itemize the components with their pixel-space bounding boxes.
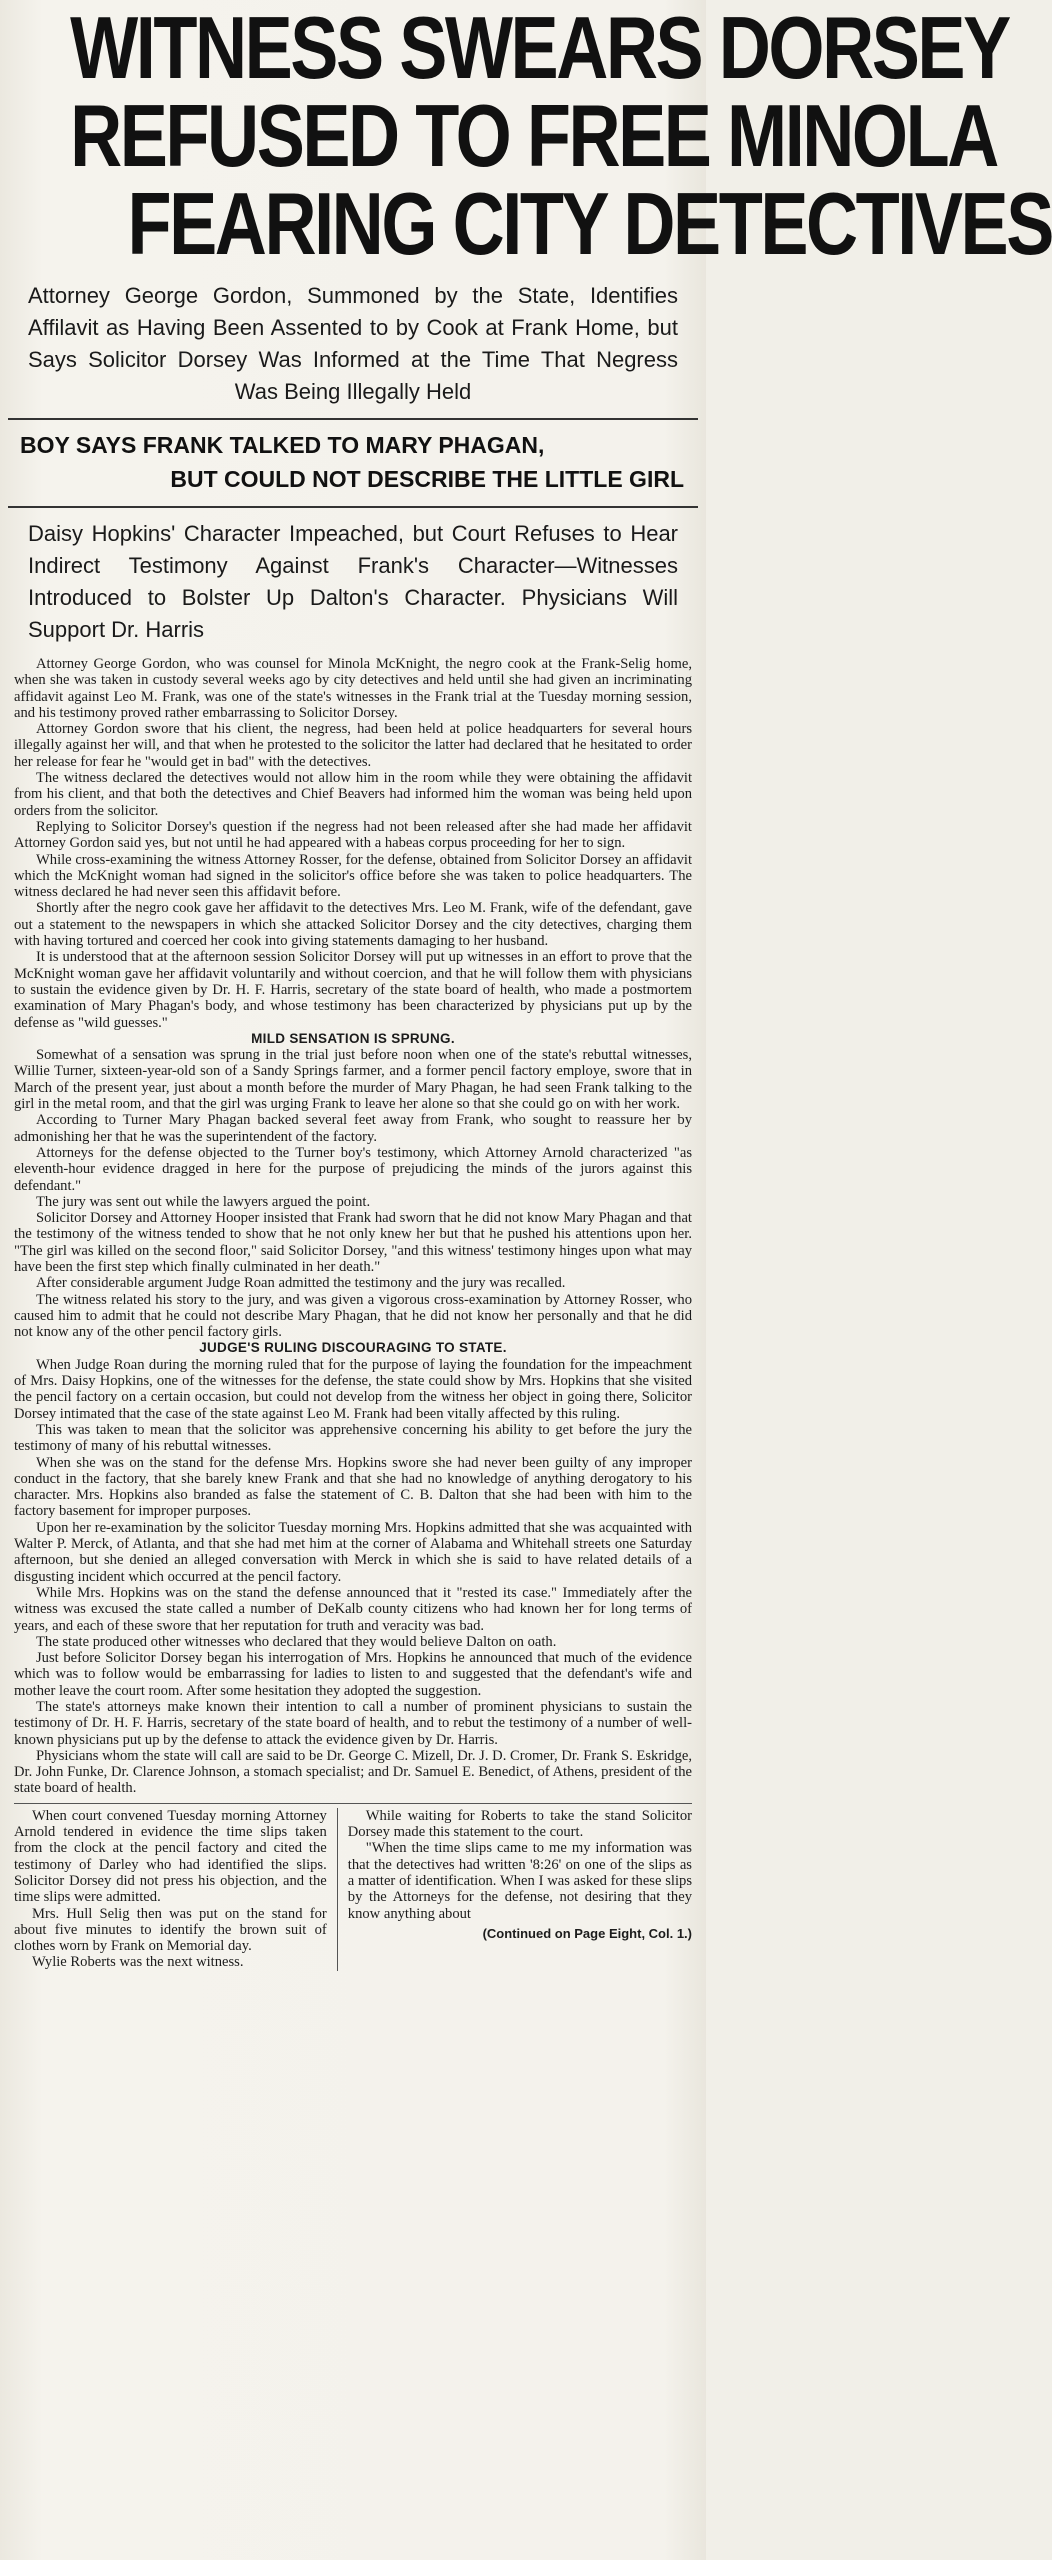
deck-2-line-2: BUT COULD NOT DESCRIBE THE LITTLE GIRL [170,466,684,492]
paragraph: The state produced other witnesses who declared that they would believe Dalton on oath. [36,1633,557,1650]
paragraph: Somewhat of a sensation was sprung in the trial just before noon when one of the state's rebuttal witnesses, Willie Turner, sixteen-year-old son of a Sandy Springs farmer, and a former pencil factory employe, swore that in March of the present year, just about a month before the murder of Mary Phagan, he had seen Frank talking to the girl in the metal room, and that the girl was urging Frank to leave her alone so that she could go on with her work. [14,1047,692,1113]
divider-rule [8,506,698,508]
paragraph: While Mrs. Hopkins was on the stand the defense announced that it "rested its case." Immediately after the witness was excused the state called a number of DeKalb county citizens who had known her for long terms of years, and each of these swore that her reputation for truth and veracity was bad. [14,1584,692,1634]
left-column [14,1808,337,1971]
headline-line-2: REFUSED TO FREE MINOLA [70,86,997,185]
paragraph: The witness declared the detectives would not allow him in the room while they were obtaining the affidavit from his client, and that both the detectives and Chief Beavers had informed him the woman was being held upon orders from the solicitor. [14,770,692,819]
paragraph: The jury was sent out while the lawyers argued the point. [36,1193,371,1210]
right-column [337,1808,692,1971]
paragraph: While cross-examining the witness Attorney Rosser, for the defense, obtained from Solicitor Dorsey an affidavit which the McKnight woman had signed in the solicitor's office before she was taken to police headquarters. The witness declared he had never seen this affidavit before. [14,851,692,901]
paragraph: It is understood that at the afternoon session Solicitor Dorsey will put up witnesses in an effort to prove that the McKnight woman gave her affidavit voluntarily and without coercion, and that he will follow them with physicians to sustain the evidence given by Dr. H. F. Harris, secretary of the state board of health, who made a postmortem examination of Mary Phagan's body, and whose testimony has been characterized by physicians put up by the defense as "wild guesses." [14,949,692,1031]
paragraph: Wylie Roberts was the next witness. [32,1954,244,1971]
article-body [14,656,692,1797]
subheadline-deck-2 [16,428,690,496]
paragraph: Attorney Gordon swore that his client, the negress, had been held at police headquarters for several hours illegally against her will, and that when he protested to the solicitor the latter had declared that he hesitated to order her release for fear he "would get in bad" with the detectives. [14,721,692,770]
paragraph: The state's attorneys make known their intention to call a number of prominent physicians to sustain the testimony of Dr. H. F. Harris, secretary of the state board of health, and to rebut the testimony of a number of well-known physicians put up by the defense to attack the evidence given by Dr. Harris. [14,1699,692,1748]
paragraph: When she was on the stand for the defense Mrs. Hopkins swore she had never been guilty of any improper conduct in the factory, that she barely knew Frank and that she had no knowledge of anything derogatory to his character. Mrs. Hopkins also branded as false the statement of C. B. Dalton that she had been with him to the factory basement for improper purposes. [14,1454,692,1520]
paragraph: After considerable argument Judge Roan admitted the testimony and the jury was recalled. [36,1275,566,1292]
paragraph: Attorney George Gordon, who was counsel for Minola McKnight, the negro cook at the Frank-Selig home, when she was taken in custody several weeks ago by city detectives and held until she had given an incriminating affidavit against Leo M. Frank, was one of the state's witnesses in the Frank trial at the Tuesday morning session, and his testimony proved rather embarrassing to Solicitor Dorsey. [14,656,692,721]
subheadline-deck-3: Daisy Hopkins' Character Impeached, but Court Refuses to Hear Indirect Testimony Against Frank's Character—Witnesses Introduced to Bolster Up Dalton's Character. Physicians Will Support Dr. Harris [28,521,678,642]
paragraph: Shortly after the negro cook gave her affidavit to the detectives Mrs. Leo M. Frank, wife of the defendant, gave out a statement to the newspapers in which she attacked Solicitor Dorsey and the city detectives, charging them with having tortured and coerced her cook into giving statements damaging to her husband. [14,900,692,950]
section-subhead: MILD SENSATION IS SPRUNG. [251,1030,455,1046]
paragraph: According to Turner Mary Phagan backed several feet away from Frank, who sought to reassure her by admonishing her that he was the superintendent of the factory. [14,1112,692,1145]
deck-2-line-1: BOY SAYS FRANK TALKED TO MARY PHAGAN, [20,432,545,458]
paragraph: Upon her re-examination by the solicitor Tuesday morning Mrs. Hopkins admitted that she was acquainted with Walter P. Merck, of Atlanta, and that she had met him at the corner of Alabama and Whitehall streets one Saturday afternoon, but she denied an alleged conversation with Merck in which she is said to have related details of a disgusting incident which occurred at the pencil factory. [14,1519,692,1585]
paragraph: "When the time slips came to me my information was that the detectives had written '8:26' on one of the slips as a matter of identification. When I was asked for these slips by the Attorneys for the defense, not desiring that they know anything about [347,1840,692,1922]
paragraph: The witness related his story to the jury, and was given a vigorous cross-examination by Attorney Rosser, who caused him to admit that he could not describe Mary Phagan, that he did not know her personally and that he did not know any of the other pencil factory girls. [14,1291,692,1341]
continued-notice: (Continued on Page Eight, Col. 1.) [482,1925,692,1941]
paragraph: When Judge Roan during the morning ruled that for the purpose of laying the foundation for the impeachment of Mrs. Daisy Hopkins, one of the witnesses for the defense, the state could show by Mrs. Hopkins that she visited the pencil factory on a certain occasion, but could not develop from the witness her object in going there, Solicitor Dorsey intimated that the case of the state against Leo M. Frank had been vitally affected by this ruling. [14,1356,692,1422]
paragraph: Attorneys for the defense objected to the Turner boy's testimony, which Attorney Arnold characterized "as eleventh-hour evidence dragged in here for the purpose of prejudicing the minds of the jurors against this defendant." [14,1144,692,1194]
paragraph: Just before Solicitor Dorsey began his interrogation of Mrs. Hopkins he announced that much of the evidence which was to follow would be embarrassing for ladies to listen to and suggested that the defendant's wife and mother leave the court room. After some hesitation they adopted the suggestion. [14,1650,692,1699]
paragraph: While waiting for Roberts to take the stand Solicitor Dorsey made this statement to the court. [347,1807,692,1841]
headline-line-3: FEARING CITY DETECTIVES [127,174,1052,273]
headline-line-1: WITNESS SWEARS DORSEY [70,0,1009,97]
paragraph: Solicitor Dorsey and Attorney Hooper insisted that Frank had sworn that he did not know Mary Phagan and that the testimony of the witness tended to show that he not only knew her but that he pushed his attentions upon her. "The girl was killed on the second floor," said Solicitor Dorsey, "and this witness' testimony hinges upon what may have been the first step which finally culminated in her death." [14,1210,692,1275]
subheadline-deck-1: Attorney George Gordon, Summoned by the State, Identifies Affilavit as Having Been Assented to by Cook at Frank Home, but Says Solicitor Dorsey Was Informed at the Time That Negress Was Being Illegally Held [28,283,678,404]
paragraph: Physicians whom the state will call are said to be Dr. George C. Mizell, Dr. J. D. Cromer, Dr. Frank S. Eskridge, Dr. John Funke, Dr. Clarence Johnson, a stomach specialist; and Dr. Samuel E. Benedict, of Athens, president of the state board of health. [14,1747,692,1797]
paragraph: When court convened Tuesday morning Attorney Arnold tendered in evidence the time slips taken from the clock at the pencil factory and cited the testimony of Darley who had identified the slips. Solicitor Dorsey did not press his objection, and the time slips were admitted. [14,1807,327,1906]
paragraph: Mrs. Hull Selig then was put on the stand for about five minutes to identify the brown suit of clothes worn by Frank on Memorial day. [14,1905,327,1955]
section-subhead: JUDGE'S RULING DISCOURAGING TO STATE. [199,1340,507,1356]
paragraph: Replying to Solicitor Dorsey's question if the negress had not been released after she had made her affidavit Attorney Gordon said yes, but not until he had appeared with a habeas corpus proceeding for her to sign. [14,818,692,852]
two-column-section [14,1803,692,1971]
divider-rule [8,418,698,420]
paragraph: This was taken to mean that the solicitor was apprehensive concerning his ability to get before the jury the testimony of many of his rebuttal witnesses. [14,1421,692,1455]
